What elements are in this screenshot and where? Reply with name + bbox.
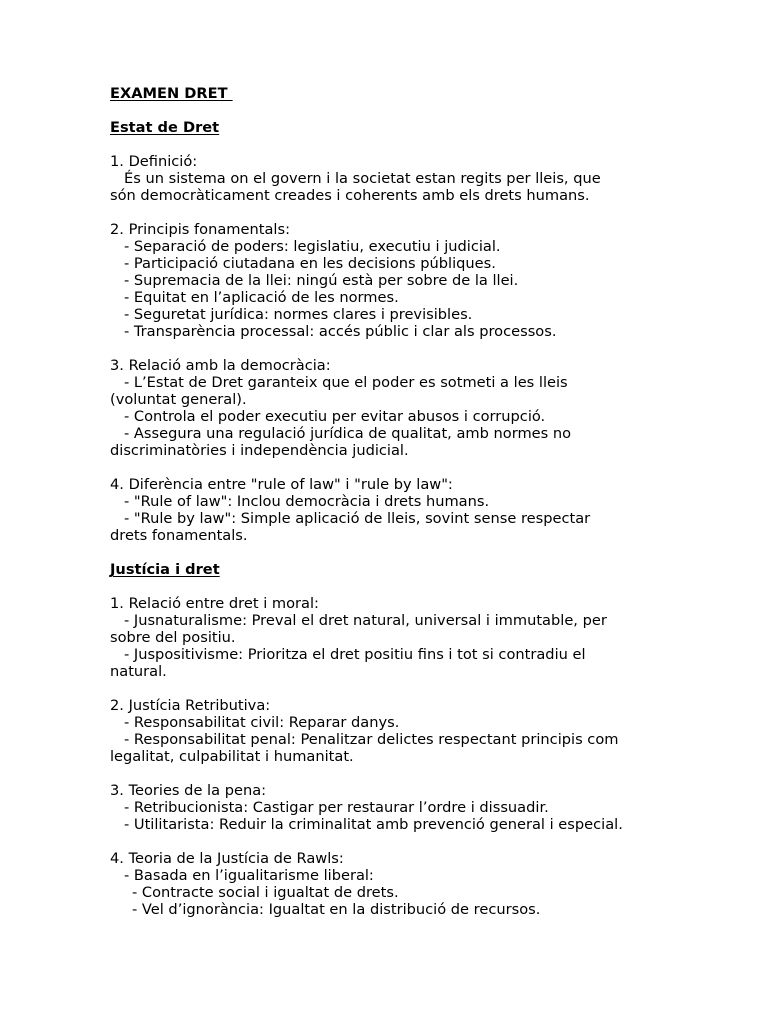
sub-bullet-line: - Vel d’ignorància: Igualtat en la distribució de recursos. xyxy=(132,901,541,918)
bullet-line: - Utilitarista: Reduir la criminalitat amb prevenció general i especial. xyxy=(124,816,623,833)
section-heading-justicia-i-dret: Justícia i dret xyxy=(110,561,220,578)
item-label: 3. Teories de la pena: xyxy=(110,782,267,799)
bullet-continuation: drets fonamentals. xyxy=(110,527,248,544)
bullet-line: - Responsabilitat penal: Penalitzar delictes respectant principis com xyxy=(124,731,619,748)
spacer xyxy=(110,544,670,561)
bullet-continuation: discriminatòries i independència judicial. xyxy=(110,442,409,459)
bullet-line: - Responsabilitat civil: Reparar danys. xyxy=(124,714,400,731)
spacer xyxy=(110,340,670,357)
section-heading-estat-de-dret: Estat de Dret xyxy=(110,119,220,136)
spacer xyxy=(110,136,670,153)
bullet-line: - Supremacia de la llei: ningú està per sobre de la llei. xyxy=(124,272,519,289)
bullet-line: - Seguretat jurídica: normes clares i previsibles. xyxy=(124,306,473,323)
bullet-line: - Participació ciutadana en les decisions públiques. xyxy=(124,255,496,272)
bullet-line: - Juspositivisme: Prioritza el dret positiu fins i tot si contradiu el xyxy=(124,646,586,663)
spacer xyxy=(110,102,670,119)
bullet-line: - "Rule of law": Inclou democràcia i drets humans. xyxy=(124,493,490,510)
spacer xyxy=(110,204,670,221)
item-line: És un sistema on el govern i la societat estan regits per lleis, que xyxy=(124,170,601,187)
item-label: 2. Justícia Retributiva: xyxy=(110,697,271,714)
spacer xyxy=(110,459,670,476)
spacer xyxy=(110,765,670,782)
bullet-line: - Transparència processal: accés públic i clar als processos. xyxy=(124,323,557,340)
bullet-line: - Equitat en l’aplicació de les normes. xyxy=(124,289,399,306)
bullet-continuation: (voluntat general). xyxy=(110,391,247,408)
bullet-continuation: natural. xyxy=(110,663,167,680)
bullet-continuation: sobre del positiu. xyxy=(110,629,236,646)
bullet-line: - Separació de poders: legislatiu, executiu i judicial. xyxy=(124,238,501,255)
document-title: EXAMEN DRET xyxy=(110,85,233,102)
item-label: 2. Principis fonamentals: xyxy=(110,221,290,238)
item-label: 4. Teoria de la Justícia de Rawls: xyxy=(110,850,344,867)
item-label: 3. Relació amb la democràcia: xyxy=(110,357,331,374)
bullet-line: - Basada en l’igualitarisme liberal: xyxy=(124,867,374,884)
item-label: 1. Definició: xyxy=(110,153,198,170)
bullet-line: - "Rule by law": Simple aplicació de lleis, sovint sense respectar xyxy=(124,510,591,527)
bullet-line: - Controla el poder executiu per evitar abusos i corrupció. xyxy=(124,408,546,425)
bullet-line: - L’Estat de Dret garanteix que el poder es sotmeti a les lleis xyxy=(124,374,568,391)
item-label: 4. Diferència entre "rule of law" i "rule by law": xyxy=(110,476,453,493)
bullet-line: - Assegura una regulació jurídica de qualitat, amb normes no xyxy=(124,425,572,442)
item-line: són democràticament creades i coherents amb els drets humans. xyxy=(110,187,590,204)
sub-bullet-line: - Contracte social i igualtat de drets. xyxy=(132,884,399,901)
spacer xyxy=(110,680,670,697)
document-page xyxy=(110,85,670,918)
bullet-line: - Jusnaturalisme: Preval el dret natural, universal i immutable, per xyxy=(124,612,607,629)
bullet-continuation: legalitat, culpabilitat i humanitat. xyxy=(110,748,354,765)
spacer xyxy=(110,833,670,850)
spacer xyxy=(110,578,670,595)
bullet-line: - Retribucionista: Castigar per restaurar l’ordre i dissuadir. xyxy=(124,799,549,816)
item-label: 1. Relació entre dret i moral: xyxy=(110,595,319,612)
